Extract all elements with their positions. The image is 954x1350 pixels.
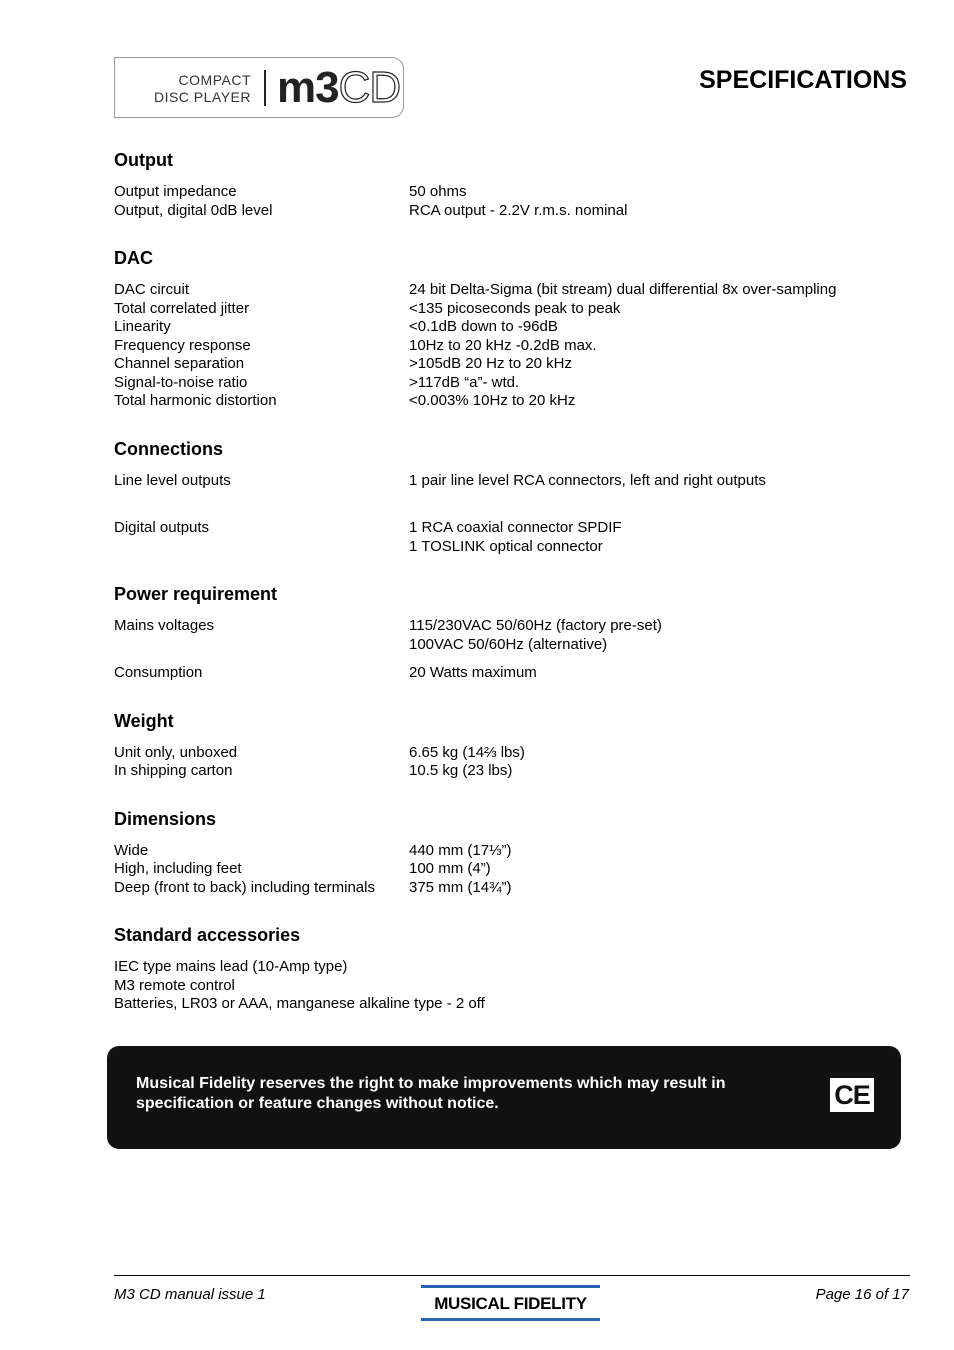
section-heading: Connections	[114, 438, 224, 459]
section-dimensions	[114, 807, 914, 898]
spec-label: High, including feet	[114, 860, 242, 877]
spec-value: 100 mm (4”)	[409, 860, 491, 877]
spec-row	[114, 337, 914, 356]
footer-divider	[114, 1275, 910, 1276]
spec-value: >105dB 20 Hz to 20 kHz	[409, 355, 573, 372]
spec-value	[409, 617, 914, 654]
spec-row	[114, 281, 914, 300]
spec-label: Digital outputs	[114, 519, 210, 536]
spec-label: Consumption	[114, 664, 203, 681]
footer-manual-issue: M3 CD manual issue 1	[114, 1286, 266, 1303]
brand-logo	[421, 1285, 600, 1321]
logo-subtitle	[115, 72, 251, 106]
brand-name: MUSICAL FIDELITY	[434, 1294, 587, 1313]
spec-value: 10.5 kg (23 lbs)	[409, 762, 513, 779]
section-weight	[114, 709, 914, 781]
spec-row	[114, 519, 914, 556]
spec-label: In shipping carton	[114, 762, 233, 779]
spec-row	[114, 183, 914, 202]
spec-row	[114, 355, 914, 374]
spec-label: Wide	[114, 841, 149, 859]
page-number: Page 16 of 17	[815, 1286, 909, 1303]
logo-model-suffix: CD	[338, 63, 401, 112]
spec-row	[114, 202, 914, 221]
spec-value: 6.65 kg (14⅔ lbs)	[409, 743, 525, 761]
spec-row	[114, 762, 914, 781]
section-heading: Standard accessories	[114, 925, 301, 945]
spec-value: 10Hz to 20 kHz -0.2dB max.	[409, 336, 597, 354]
spec-value: 440 mm (17⅓”)	[409, 841, 512, 859]
product-logo	[114, 57, 404, 118]
spec-value: 375 mm (14¾”)	[409, 878, 512, 896]
spec-value: <0.003% 10Hz to 20 kHz	[409, 392, 576, 409]
spec-value: >117dB “a”- wtd.	[409, 373, 520, 391]
spec-label: Deep (front to back) including terminals	[114, 878, 375, 896]
spec-value-line: 1 RCA coaxial connector SPDIF	[409, 519, 622, 536]
spec-label: Line level outputs	[114, 471, 231, 489]
accessory-item: M3 remote control	[114, 976, 235, 994]
spacer	[114, 654, 914, 664]
logo-subtitle-line2: DISC PLAYER	[153, 89, 251, 105]
notice-box	[107, 1046, 901, 1149]
spec-label: Total correlated jitter	[114, 299, 250, 317]
section-dac	[114, 246, 914, 411]
spec-value: <0.1dB down to -96dB	[409, 318, 558, 335]
spec-value: 50 ohms	[409, 183, 467, 200]
spec-value-line: 100VAC 50/60Hz (alternative)	[409, 635, 608, 653]
spec-value-line: 1 TOSLINK optical connector	[409, 537, 603, 555]
accessory-item: IEC type mains lead (10-Amp type)	[114, 958, 348, 975]
accessory-item: Batteries, LR03 or AAA, manganese alkaline type - 2 off	[114, 995, 485, 1012]
spec-value: 20 Watts maximum	[409, 664, 537, 681]
logo-divider	[264, 70, 266, 106]
section-heading: Output	[114, 150, 173, 170]
brand-rule-top	[421, 1285, 600, 1288]
spec-label: Unit only, unboxed	[114, 743, 238, 761]
ce-mark-icon: CE	[830, 1078, 874, 1112]
page-title: SPECIFICATIONS	[699, 66, 907, 94]
spec-row	[114, 842, 914, 861]
spec-value-line: 115/230VAC 50/60Hz (factory pre-set)	[409, 617, 662, 634]
spec-label: Channel separation	[114, 355, 245, 372]
spec-row	[114, 300, 914, 319]
section-connections	[114, 437, 914, 557]
logo-model-name: m3	[277, 63, 339, 112]
spec-value: 1 pair line level RCA connectors, left and right outputs	[409, 471, 766, 489]
spec-value: <135 picoseconds peak to peak	[409, 299, 621, 317]
spec-row	[114, 392, 914, 411]
section-heading: Dimensions	[114, 808, 217, 829]
specifications-content	[114, 148, 914, 1040]
spacer	[114, 490, 914, 519]
section-power	[114, 582, 914, 683]
section-heading: DAC	[114, 248, 153, 268]
logo-model	[277, 64, 400, 112]
section-heading: Weight	[114, 710, 174, 731]
spec-row	[114, 318, 914, 337]
spec-value: 24 bit Delta-Sigma (bit stream) dual differential 8x over-sampling	[409, 281, 837, 298]
spec-label: Frequency response	[114, 336, 251, 354]
section-output	[114, 148, 914, 220]
spec-label: Output impedance	[114, 183, 237, 200]
spec-row	[114, 860, 914, 879]
spec-label: Signal-to-noise ratio	[114, 373, 248, 391]
spec-label: Total harmonic distortion	[114, 392, 277, 409]
spec-value: RCA output - 2.2V r.m.s. nominal	[409, 201, 628, 219]
spec-label: Output, digital 0dB level	[114, 201, 273, 219]
spec-row	[114, 664, 914, 683]
section-heading: Power requirement	[114, 584, 278, 604]
spec-row	[114, 744, 914, 763]
spec-row	[114, 472, 914, 491]
spec-row	[114, 374, 914, 393]
spec-label: Mains voltages	[114, 617, 215, 634]
spec-row	[114, 879, 914, 898]
notice-text: Musical Fidelity reserves the right to make improvements which may result in specification or feature changes without notice.	[136, 1075, 726, 1112]
spec-label: DAC circuit	[114, 281, 190, 298]
spec-label: Linearity	[114, 318, 171, 335]
section-accessories	[114, 923, 914, 1014]
spec-row	[114, 617, 914, 654]
brand-rule-bottom	[421, 1318, 600, 1321]
spec-value	[409, 519, 914, 556]
logo-subtitle-line1: COMPACT	[178, 72, 251, 88]
